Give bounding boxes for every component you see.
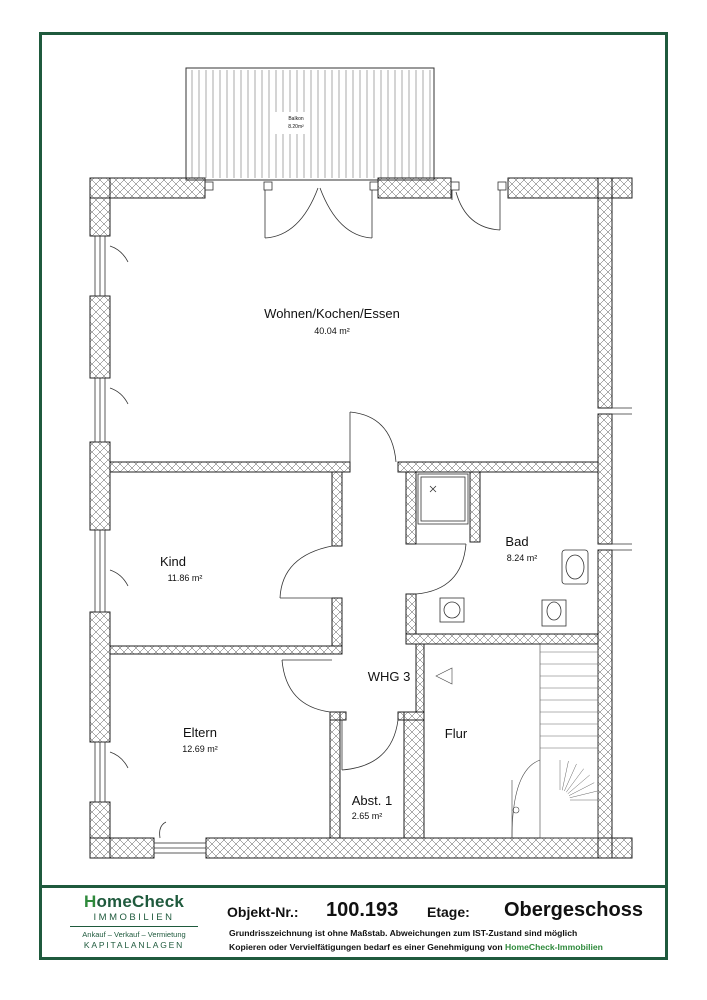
objekt-label: Objekt-Nr.:	[227, 904, 299, 920]
balcony-railing	[192, 70, 430, 178]
balcony	[186, 68, 434, 180]
outer-walls	[90, 178, 632, 858]
room-wohnen-name: Wohnen/Kochen/Essen	[264, 306, 400, 321]
room-bad-area: 8.24 m²	[506, 553, 538, 563]
toilet	[542, 600, 566, 626]
room-abst-name: Abst. 1	[351, 793, 393, 808]
logo-tagline: Ankauf – Verkauf – Vermietung	[82, 930, 186, 939]
room-kind-name: Kind	[159, 554, 187, 569]
logo-brand: HomeCheck	[83, 892, 185, 911]
balcony-doors	[205, 182, 506, 238]
room-wohnen-area: 40.04 m²	[314, 326, 350, 336]
objekt-value: 100.193	[326, 899, 399, 921]
footer-note-1: Grundrisszeichnung ist ohne Maßstab. Abweichungen zum IST-Zustand sind möglich	[229, 928, 578, 938]
room-eltern-name: Eltern	[183, 725, 217, 740]
room-flur-name: Flur	[444, 726, 468, 741]
logo-capital: KAPITALANLAGEN	[83, 940, 185, 950]
stair-treads	[540, 652, 598, 800]
etage-label: Etage:	[427, 904, 470, 920]
room-kind-area: 11.86 m²	[167, 573, 203, 583]
window-bottom	[154, 822, 206, 853]
logo-divider	[70, 926, 198, 927]
etage-value: Obergeschoss	[504, 899, 643, 921]
balkon-label: Balkon	[288, 116, 304, 122]
room-bad-name: Bad	[505, 534, 529, 549]
staircase	[436, 644, 598, 838]
footer-note-2: Kopieren oder Vervielfätigungen bedarf es einer Genehmigung von HomeCheck-Immobilien	[229, 942, 603, 952]
room-eltern-area: 12.69 m²	[182, 744, 218, 754]
shower-tray	[418, 474, 468, 524]
balkon-area: 8.20m²	[288, 124, 304, 130]
room-abst-area: 2.65 m²	[351, 811, 383, 821]
logo-sub: IMMOBILIEN	[93, 912, 175, 923]
bath-fixtures	[418, 474, 588, 626]
unit-label: WHG 3	[367, 669, 411, 684]
footer	[42, 888, 665, 957]
homecheck-logo	[64, 892, 204, 954]
inner-walls	[110, 462, 598, 838]
windows-right	[612, 408, 632, 550]
